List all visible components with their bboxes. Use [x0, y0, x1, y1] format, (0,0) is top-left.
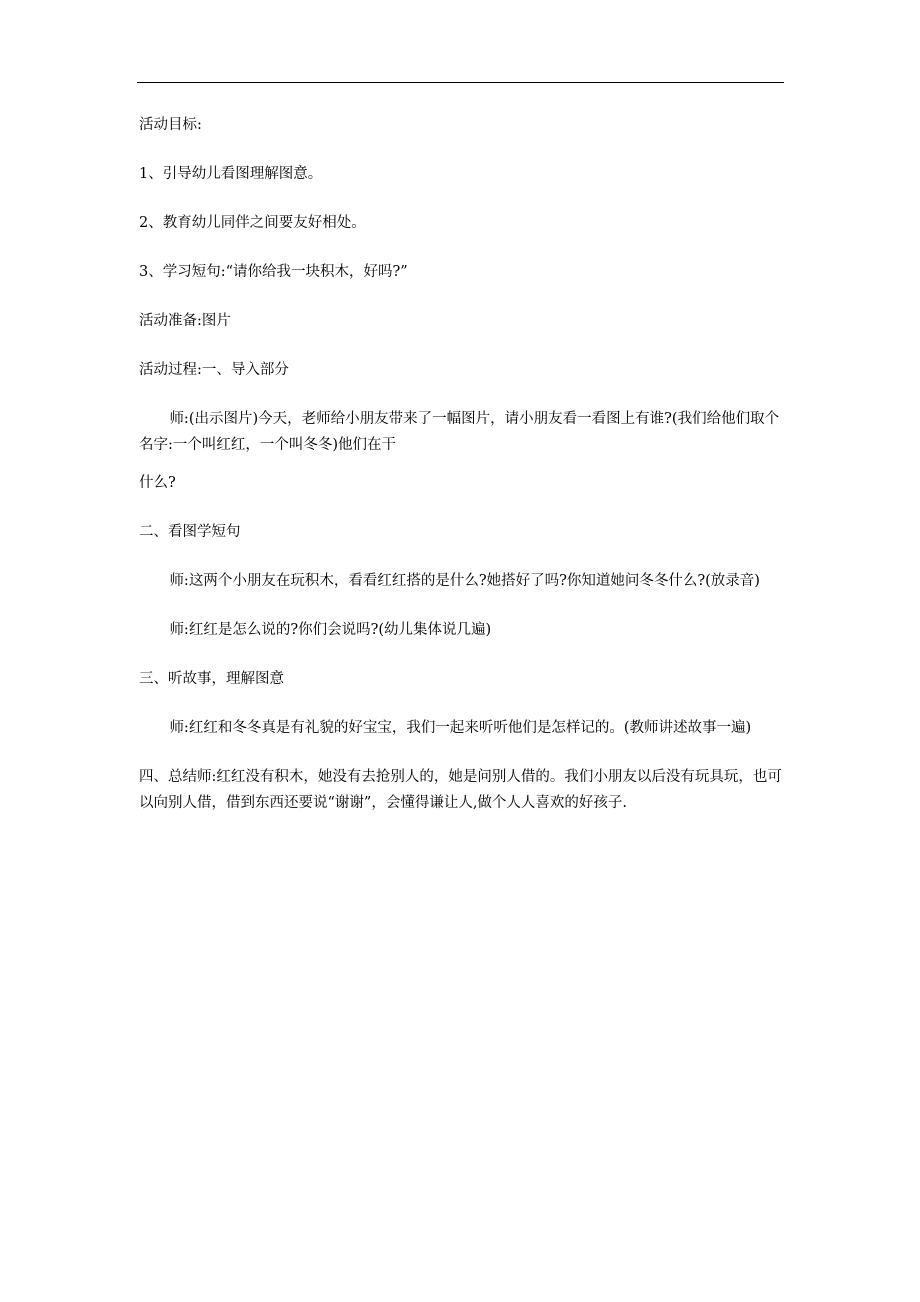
paragraph-objectives-heading: 活动目标: [139, 117, 202, 133]
header-rule [137, 82, 784, 83]
paragraph-preparation: 活动准备:图片 [139, 313, 231, 329]
paragraph-intro-teacher: 师:(出示图片)今天，老师给小朋友带来了一幅图片，请小朋友看一看图上有谁?(我们给他们取个名字:一个叫红红，一个叫冬冬)他们在干 [139, 411, 780, 453]
paragraph-objective-3: 3、学习短句:“请你给我一块积木，好吗?” [139, 264, 408, 280]
paragraph-section-2-teacher: 师:这两个小朋友在玩积木，看看红红搭的是什么?她搭好了吗?你知道她问冬冬什么?(放录音) [169, 573, 760, 589]
paragraph-objective-2: 2、教育幼儿同伴之间要友好相处。 [139, 215, 366, 231]
paragraph-section-3-teacher: 师:红红和冬冬真是有礼貌的好宝宝，我们一起来听听他们是怎样记的。(教师讲述故事一遍) [169, 720, 752, 736]
paragraph-summary: 四、总结师:红红没有积木，她没有去抢别人的，她是问别人借的。我们小朋友以后没有玩具玩，也可以向别人借，借到东西还要说“谢谢”，会懂得谦让人,做个人人喜欢的好孩子. [139, 769, 782, 811]
paragraph-section-3-heading: 三、听故事，理解图意 [139, 671, 284, 687]
paragraph-section-2-heading: 二、看图学短句 [139, 524, 241, 540]
paragraph-section-2-followup: 师:红红是怎么说的?你们会说吗?(幼儿集体说几遍) [169, 622, 492, 638]
document-body [139, 112, 784, 839]
paragraph-process-heading: 活动过程:一、导入部分 [139, 362, 289, 378]
paragraph-intro-continued: 什么? [139, 475, 176, 491]
paragraph-objective-1: 1、引导幼儿看图理解图意。 [139, 166, 323, 182]
